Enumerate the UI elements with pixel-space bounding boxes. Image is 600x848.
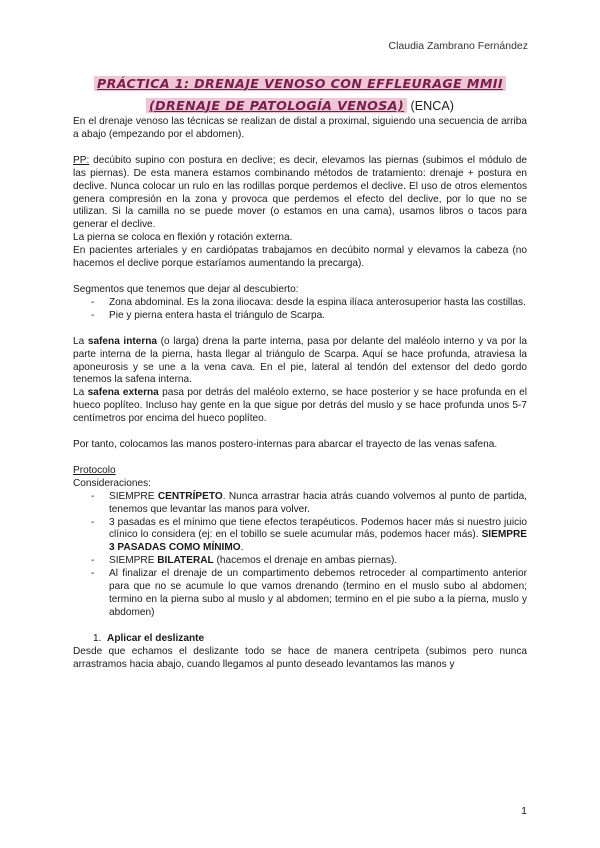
intro-paragraph: En el drenaje venoso las técnicas se realizan de distal a proximal, siguiendo una secuencia de arriba a abajo (empezando por el abdomen). <box>73 116 527 140</box>
pp-text: decúbito supino con postura en declive; es decir, elevamos las piernas (subimos el módulo de las piernas). De esta manera estamos combinando métodos de tratamiento: drenaje + postura en declive. Nunca colocar un rulo en las rodillas porque perdemos el declive. El uso de otros elementos genera compresión en la zona y provoca que perdemos el efecto del declive, por lo que no se utilizan. Si la camilla no se puede mover (o estamos en una cama), usamos libros o tacos para generar el declive. <box>73 154 527 231</box>
page-number: 1 <box>521 805 527 818</box>
list-item: - Pie y pierna entera hasta el triángulo de Scarpa. <box>73 310 527 323</box>
author-name: Claudia Zambrano Fernández <box>388 40 528 52</box>
safena-interna-term: safena interna <box>87 335 158 347</box>
segments-list <box>73 297 527 323</box>
protocol-heading: Protocolo <box>73 464 116 476</box>
safena-externa-paragraph: La safena externa pasa por detrás del maléolo externo, se hace posterior y se hace profunda en el hueco poplíteo. Incluso hay gente en la que sigue por detrás del muslo y se hace profunda unos 5-7 centímetros por encima del hueco poplíteo. <box>73 387 527 425</box>
step1-text: Desde que echamos el deslizante todo se hace de manera centrípeta (subimos pero nunca arrastramos hacia abajo, cuando llegamos al punto deseado levantamos las manos y <box>73 645 527 670</box>
list-item: - Al finalizar el drenaje de un compartimento debemos retroceder al compartimento anterior para que no se acumule lo que vamos drenando (termino en el muslo subo al abdomen; termino en la pierna subo al muslo y al abdomen; termino en el pie subo a la pierna, muslo y abdomen) <box>73 568 527 620</box>
document-body <box>73 116 527 672</box>
pp-paragraph <box>73 155 527 232</box>
list-item: - SIEMPRE BILATERAL (hacemos el drenaje en ambas piernas). <box>73 555 527 568</box>
list-item: - Zona abdominal. Es la zona iliocava: desde la espina ilíaca anterosuperior hasta las costillas. <box>73 297 527 310</box>
list-item: - SIEMPRE CENTRÍPETO. Nunca arrastrar hacia atrás cuando volvemos al punto de partida, tenemos que levantar las manos para volver. <box>73 491 527 517</box>
title-highlight: PRÁCTICA 1: DRENAJE VENOSO CON EFFLEURAGE MMII (DRENAJE DE PATOLOGÍA VENOSA) <box>94 76 506 113</box>
considerations-list <box>73 491 527 620</box>
pp-flexion-line: La pierna se coloca en flexión y rotación externa. <box>73 232 293 244</box>
hands-paragraph: Por tanto, colocamos las manos postero-internas para abarcar el trayecto de las venas safena. <box>73 439 498 451</box>
page-title <box>76 73 524 117</box>
step-heading: 1. Aplicar el deslizante <box>93 632 205 644</box>
pp-label: PP: <box>73 154 90 166</box>
title-suffix: (ENCA) <box>407 99 454 113</box>
steps-list <box>73 633 527 646</box>
safena-interna-paragraph: La safena interna (o larga) drena la parte interna, pasa por delante del maléolo interno y va por la parte interna de la pierna, hasta llegar al triángulo de Scarpa. Aquí se hace profunda, atraviesa la aponeurosis y se une a la vena cava. En el pie, lateral al tendón del extensor del dedo gordo tenemos la safena interna. <box>73 335 527 386</box>
segments-intro: Segmentos que tenemos que dejar al descubierto: <box>73 283 299 295</box>
considerations-label: Consideraciones: <box>73 477 151 489</box>
pp-cardiac-line: En pacientes arteriales y en cardiópatas trabajamos en decúbito normal y elevamos la cabeza (no hacemos el declive porque estaríamos aumentando la precarga). <box>73 245 527 270</box>
list-item: - 3 pasadas es el mínimo que tiene efectos terapéuticos. Podemos hacer más si nuestro juicio clínico lo considera (ej: en el tobillo se suele acumular más, podemos hacer más). SIEMPRE 3 PASADAS COMO MÍNIMO. <box>73 517 527 556</box>
safena-externa-term: safena externa <box>87 387 159 399</box>
